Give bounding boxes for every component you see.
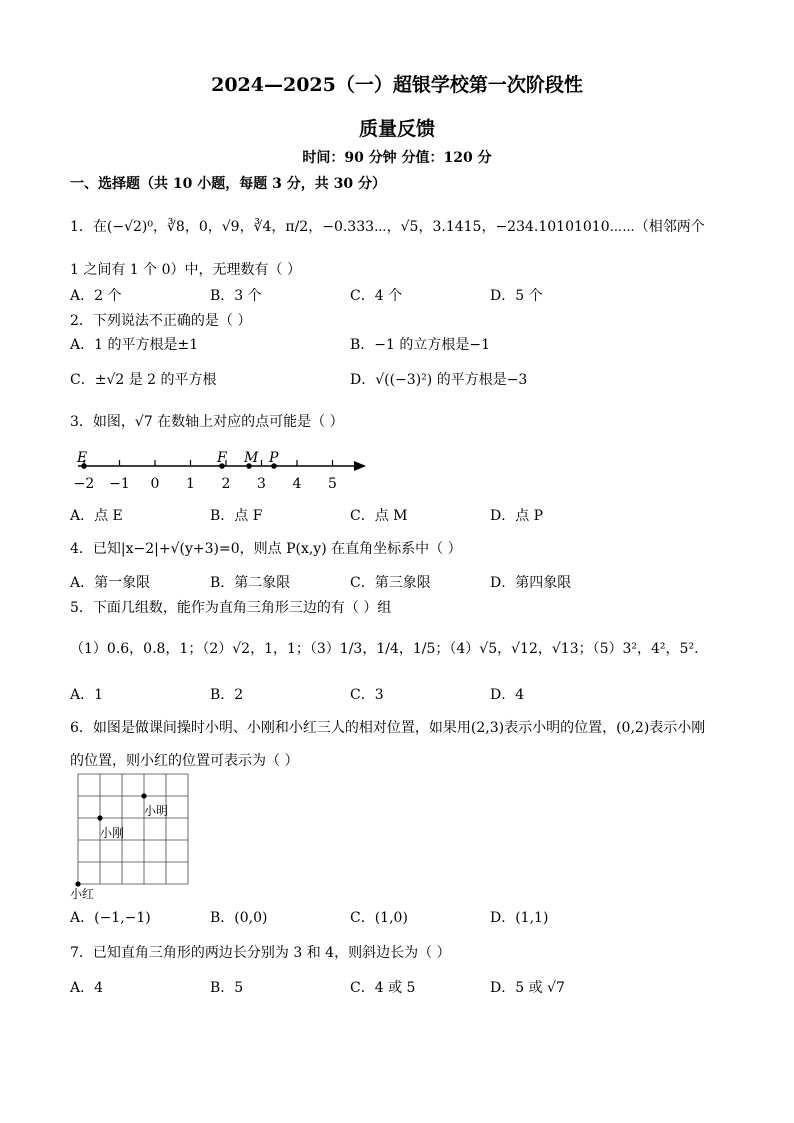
q5-option-c[interactable]: C．3 [350, 687, 384, 703]
section-heading: 一、选择题（共 10 小题，每题 3 分，共 30 分） [70, 176, 386, 192]
xiaogang-point [97, 815, 102, 820]
page-subtitle: 质量反馈 [358, 118, 435, 140]
q4-option-d[interactable]: D．第四象限 [490, 575, 572, 591]
position-grid-figure [70, 768, 200, 898]
q5-option-d[interactable]: D．4 [490, 687, 525, 703]
q1-option-d[interactable]: D．5 个 [490, 288, 543, 304]
q3-option-b[interactable]: B．点 F [210, 508, 263, 524]
number-line-tick-label: 5 [328, 476, 337, 492]
question-6-line1: 6．如图是做课间操时小明、小刚和小红三人的相对位置，如果用(2,3)表示小明的位置，(0,2)表示小刚 [70, 720, 706, 736]
question-5: 5．下面几组数，能作为直角三角形三边的有（ ）组 [70, 600, 392, 616]
question-2: 2．下列说法不正确的是（ ） [70, 313, 252, 329]
number-line-tick-label: 1 [186, 476, 195, 492]
q2-option-c[interactable]: C．±√2 是 2 的平方根 [70, 372, 217, 388]
q5-option-b[interactable]: B．2 [210, 687, 244, 703]
number-line-point-label: P [269, 450, 279, 466]
q1-option-c[interactable]: C．4 个 [350, 288, 403, 304]
number-line-point-label: F [217, 450, 227, 466]
q2-option-b[interactable]: B．−1 的立方根是−1 [350, 337, 491, 353]
question-4: 4．已知|x−2|+√(y+3)=0，则点 P(x,y) 在直角坐标系中（ ） [70, 541, 462, 557]
q2-option-d[interactable]: D．√((−3)²) 的平方根是−3 [350, 372, 528, 388]
q1-option-b[interactable]: B．3 个 [210, 288, 262, 304]
question-3: 3．如图，√7 在数轴上对应的点可能是（ ） [70, 414, 344, 430]
page-title: 2024—2025（一）超银学校第一次阶段性 [211, 74, 583, 96]
q6-option-d[interactable]: D．(1,1) [490, 910, 549, 926]
q1-option-a[interactable]: A．2 个 [70, 288, 122, 304]
question-1-line2: 1 之间有 1 个 0）中，无理数有（ ） [70, 262, 301, 278]
question-6-line2: 的位置，则小红的位置可表示为（ ） [70, 753, 299, 769]
number-line-tick-label: −2 [73, 476, 95, 492]
question-1-line1: 1．在(−√2)⁰，∛8，0，√9，∛4，π/2，−0.333⋯，√5，3.1415，−234.10101010⋯⋯（相邻两个 [70, 219, 705, 235]
q5-option-a[interactable]: A．1 [70, 687, 104, 703]
question-5-sets: （1）0.6，0.8，1；（2）√2，1，1；（3）1/3，1/4，1/5；（4）√5，√12，√13；（5）3²，4²，5². [70, 641, 699, 657]
label-xiaogang: 小刚 [100, 826, 125, 840]
q3-option-c[interactable]: C．点 M [350, 508, 408, 524]
question-7: 7．已知直角三角形的两边长分别为 3 和 4，则斜边长为（ ） [70, 945, 451, 961]
axis-arrow-icon [354, 461, 366, 471]
q3-option-a[interactable]: A．点 E [70, 508, 123, 524]
number-line-tick-label: −1 [109, 476, 130, 492]
q4-option-b[interactable]: B．第二象限 [210, 575, 291, 591]
q6-option-a[interactable]: A．(−1,−1) [70, 910, 151, 926]
exam-meta: 时间：90 分钟 分值：120 分 [302, 150, 492, 166]
label-xiaohong: 小红 [70, 887, 95, 901]
q7-option-d[interactable]: D．5 或 √7 [490, 980, 565, 996]
number-line-tick-label: 0 [150, 476, 160, 492]
number-line-point-label: M [244, 450, 259, 466]
q2-option-a[interactable]: A．1 的平方根是±1 [70, 337, 199, 353]
number-line-tick-label: 3 [257, 476, 266, 492]
q6-option-c[interactable]: C．(1,0) [350, 910, 408, 926]
number-line-tick-label: 2 [221, 476, 231, 492]
q7-option-a[interactable]: A．4 [70, 980, 104, 996]
number-line-point-label: E [77, 450, 88, 466]
q7-option-c[interactable]: C．4 或 5 [350, 980, 416, 996]
number-line-tick-label: 4 [292, 476, 302, 492]
q4-option-a[interactable]: A．第一象限 [70, 575, 151, 591]
q3-option-d[interactable]: D．点 P [490, 508, 544, 524]
xiaoming-point [141, 793, 146, 798]
q7-option-b[interactable]: B．5 [210, 980, 244, 996]
number-line-figure [70, 446, 380, 496]
q4-option-c[interactable]: C．第三象限 [350, 575, 431, 591]
label-xiaoming: 小明 [144, 804, 169, 818]
q6-option-b[interactable]: B．(0,0) [210, 910, 268, 926]
